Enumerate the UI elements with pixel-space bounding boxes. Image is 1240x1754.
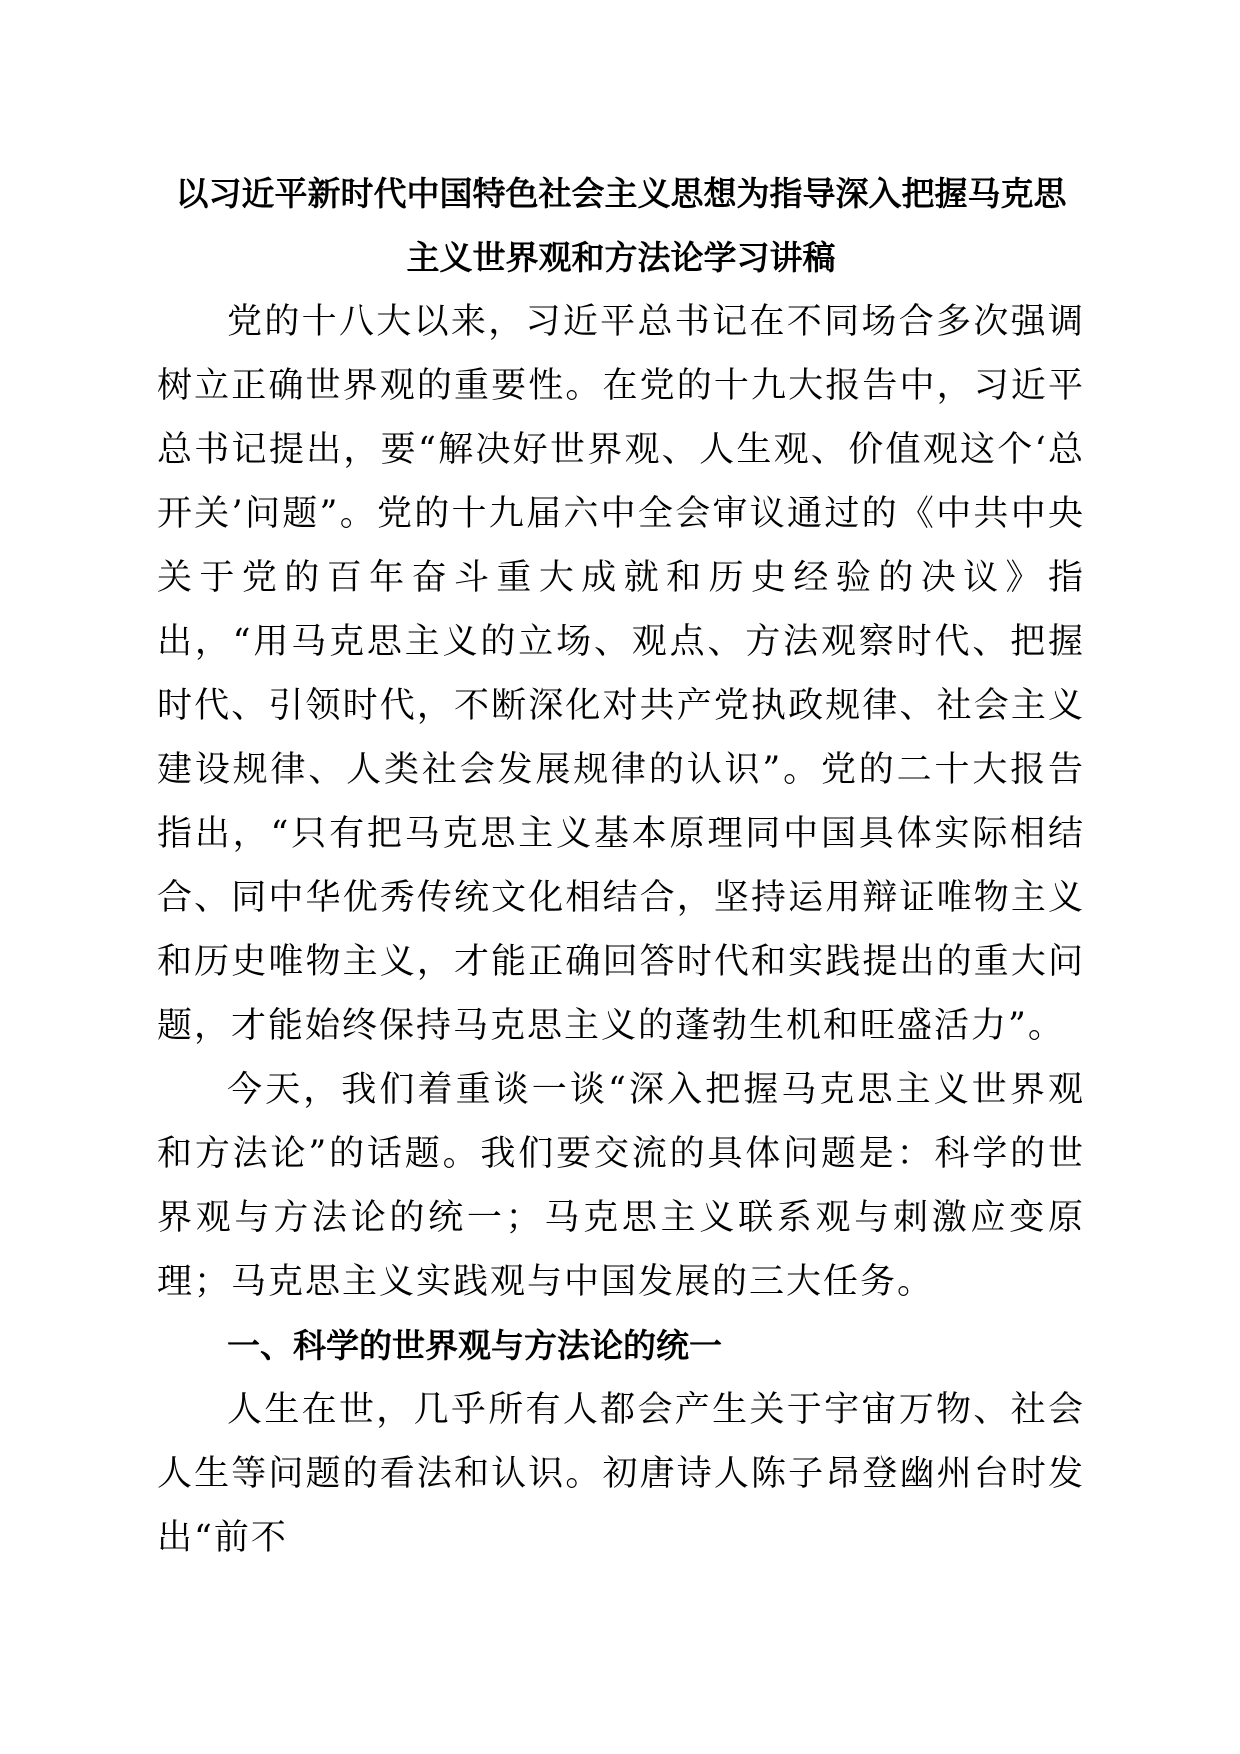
title-line-1: 以习近平新时代中国特色社会主义思想为指导深入把握马克思 (175, 174, 1067, 213)
section-paragraph: 人生在世，几乎所有人都会产生关于宇宙万物、社会人生等问题的看法和认识。初唐诗人陈子昂登幽州台时发出“前不 (157, 1390, 1085, 1558)
topic-paragraph: 今天，我们着重谈一谈“深入把握马克思主义世界观和方法论”的话题。我们要交流的具体问题是：科学的世界观与方法论的统一；马克思主义联系观与刺激应变原理；马克思主义实践观与中国发展的三大任务。 (157, 1070, 1085, 1302)
document-title (157, 162, 1085, 290)
section-heading: 一、科学的世界观与方法论的统一 (227, 1326, 722, 1365)
title-line-2: 主义世界观和方法论学习讲稿 (406, 238, 836, 277)
document-page (157, 162, 1085, 1702)
intro-paragraph: 党的十八大以来，习近平总书记在不同场合多次强调树立正确世界观的重要性。在党的十九大报告中，习近平总书记提出，要“解决好世界观、人生观、价值观这个‘总开关’问题”。党的十九届六中全会审议通过的《中共中央关于党的百年奋斗重大成就和历史经验的决议》指出，“用马克思主义的立场、观点、方法观察时代、把握时代、引领时代，不断深化对共产党执政规律、社会主义建设规律、人类社会发展规律的认识”。党的二十大报告指出，“只有把马克思主义基本原理同中国具体实际相结合、同中华优秀传统文化相结合，坚持运用辩证唯物主义和历史唯物主义，才能正确回答时代和实践提出的重大问题，才能始终保持马克思主义的蓬勃生机和旺盛活力”。 (157, 302, 1085, 1046)
